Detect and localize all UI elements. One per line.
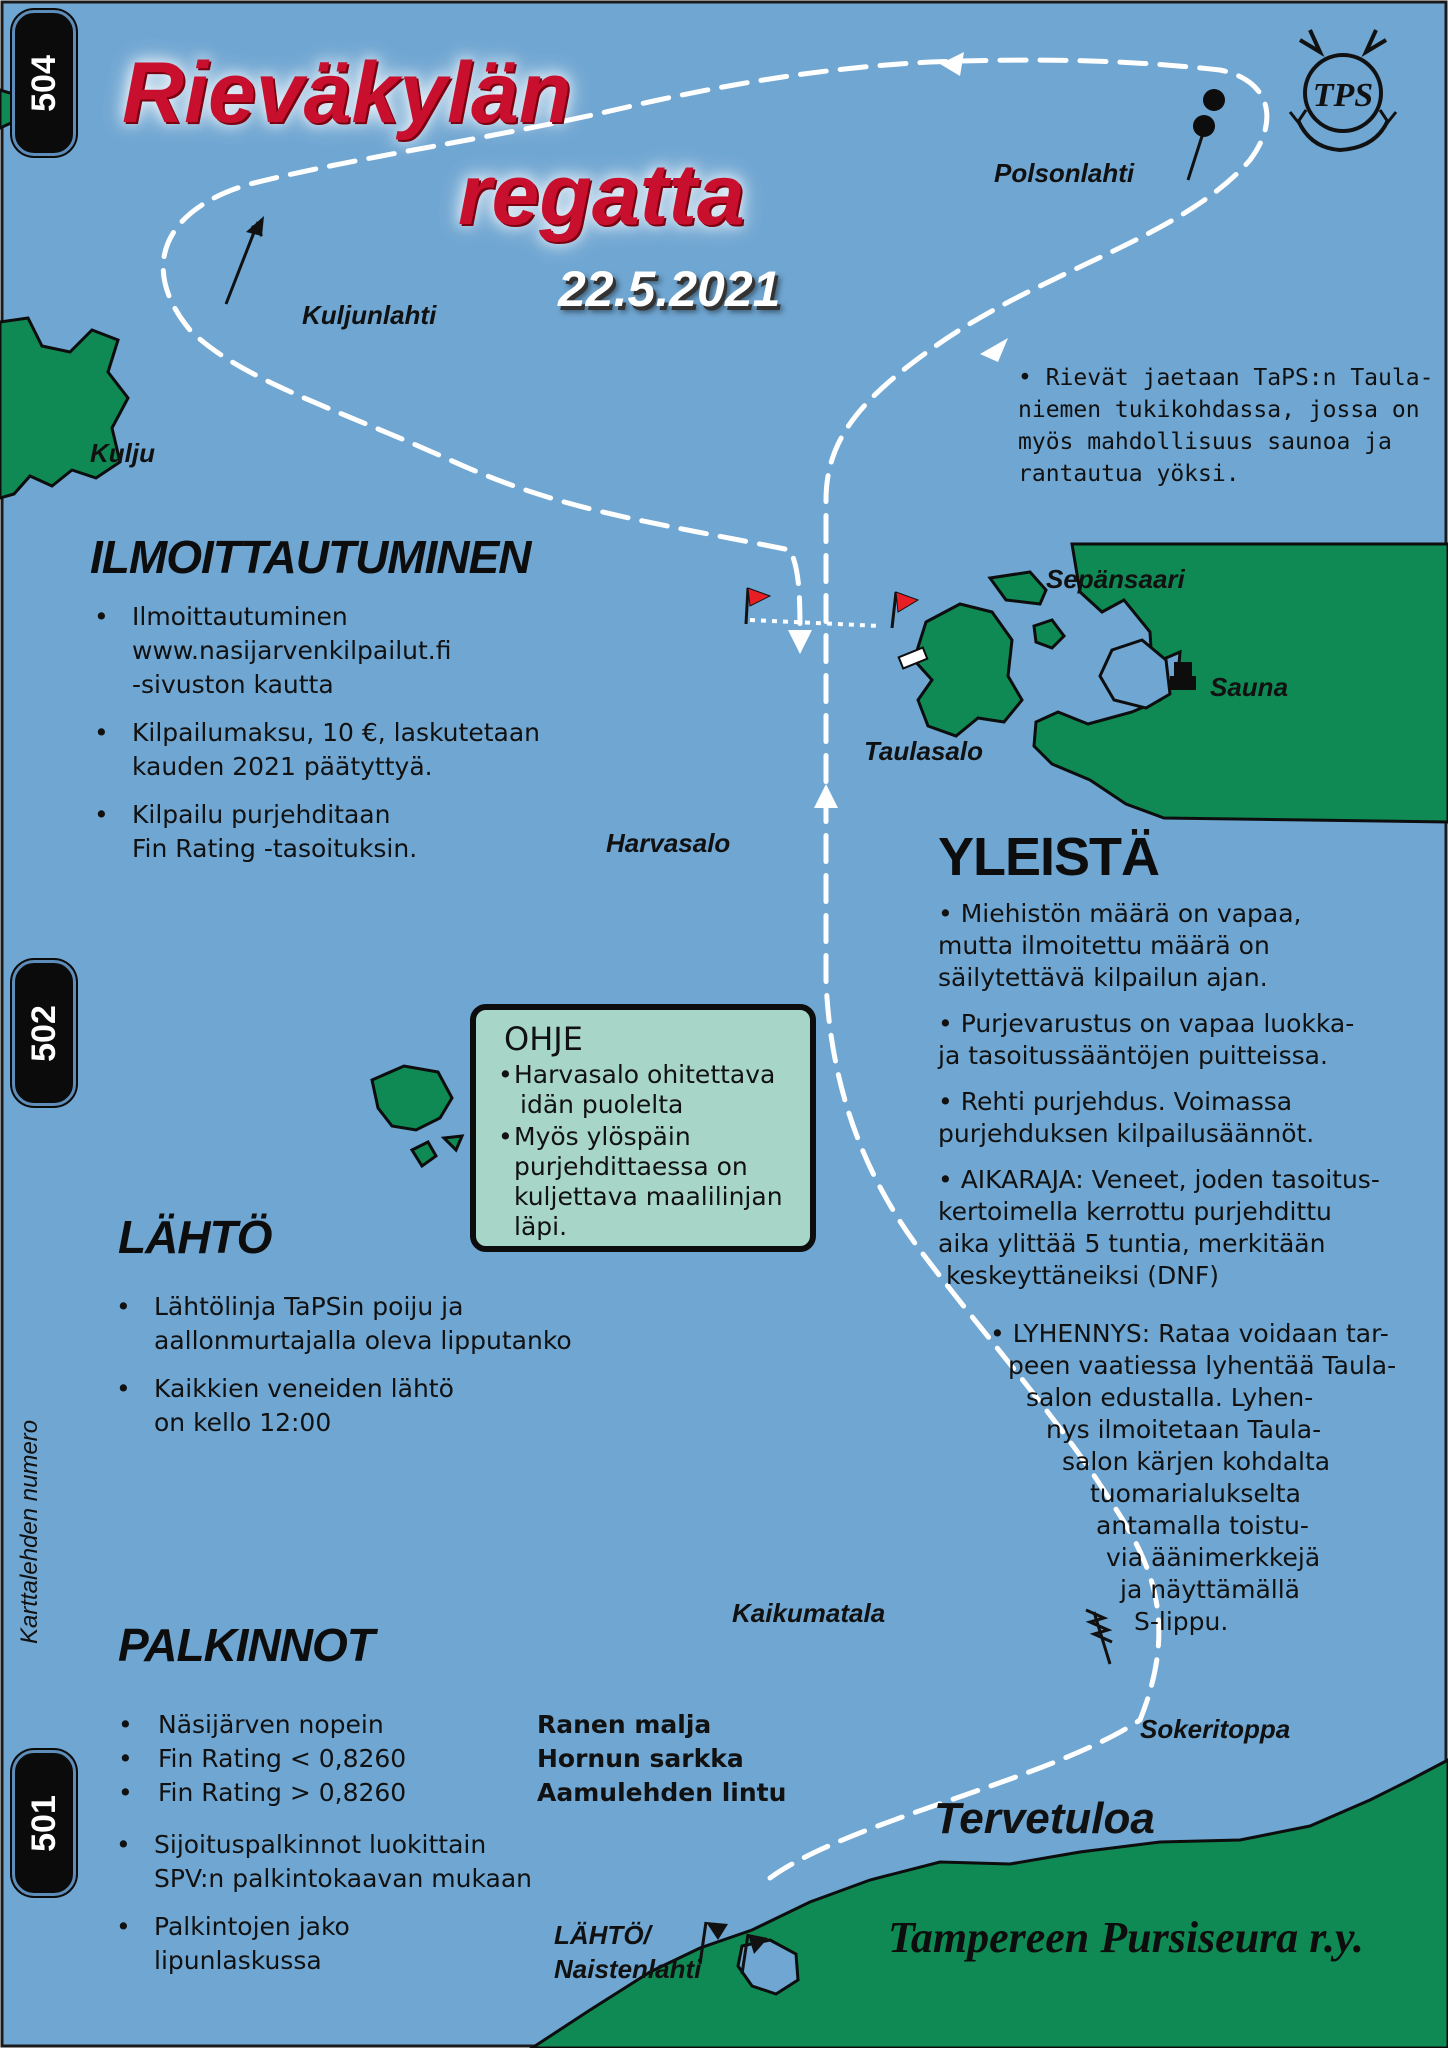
list-item: • Kilpailumaksu, 10 €, laskutetaan kauden 2021 päätyttyä. <box>90 716 650 784</box>
heading-lahto: LÄHTÖ <box>118 1211 272 1263</box>
place-kuljunlahti: Kuljunlahti <box>302 300 437 330</box>
tps-logo-text: TPS <box>1312 77 1374 114</box>
list-item: • Myös ylöspäin purjehdittaessa on kuljettava maalilinjan läpi. <box>498 1122 796 1242</box>
place-naistenlahti: Naistenlahti <box>554 1954 702 1984</box>
list-item: • Kilpailu purjehditaan Fin Rating -tasoituksin. <box>90 798 650 866</box>
list-item: • Miehistön määrä on vapaa, mutta ilmoitettu määrä on säilytettävä kilpailun ajan. <box>938 899 1302 992</box>
place-tervetuloa: Tervetuloa <box>934 1794 1155 1843</box>
club-name: Tampereen Pursiseura r.y. <box>888 1913 1364 1962</box>
prize-row: • Fin Rating > 0,8260 Aamulehden lintu <box>112 1778 832 1812</box>
list-item: • Ilmoittautuminen www.nasijarvenkilpailut.fi -sivuston kautta <box>90 600 650 702</box>
list-item: • AIKARAJA: Veneet, joden tasoitus- kertoimella kerrottu purjehdittu aika ylittää 5 tuntia, merkitään keskeyttäneiksi (DNF) <box>938 1165 1380 1290</box>
list-item: • Sijoituspalkinnot luokittain SPV:n palkintokaavan mukaan <box>112 1828 672 1896</box>
chart-sheet-502: 502 <box>12 960 76 1106</box>
list-item: • Rehti purjehdus. Voimassa purjehduksen kilpailusäännöt. <box>938 1087 1315 1148</box>
chart-sheet-501: 501 <box>12 1750 76 1896</box>
list-item: • Lähtölinja TaPSin poiju ja aallonmurtajalla oleva lipputanko <box>112 1290 672 1358</box>
prize-row: • Näsijärven nopein Ranen malja <box>112 1710 832 1744</box>
yleista-list <box>938 898 1418 1306</box>
ohje-box <box>470 1004 816 1252</box>
list-item: • Kaikkien veneiden lähtö on kello 12:00 <box>112 1372 672 1440</box>
title-line2: regatta <box>458 147 745 243</box>
list-ilmoittautuminen <box>90 600 650 880</box>
list-lahto <box>112 1290 672 1454</box>
title-line1: Rieväkylän <box>122 45 572 141</box>
place-polsonlahti: Polsonlahti <box>994 158 1135 188</box>
chart-sheet-axis-label: Karttalehden numero <box>16 1419 43 1644</box>
prize-row: • Fin Rating < 0,8260 Hornun sarkka <box>112 1744 832 1778</box>
info-note: • Rievät jaetaan TaPS:n Taula- niemen tukikohdassa, jossa on myös mahdollisuus saunoa ja rantautua yöksi. <box>1018 365 1434 487</box>
place-kaikumatala: Kaikumatala <box>732 1598 886 1628</box>
list-palkinnot <box>112 1828 672 1992</box>
place-kulju: Kulju <box>90 438 155 468</box>
place-harvasalo: Harvasalo <box>606 828 731 858</box>
heading-ilmoittautuminen: ILMOITTAUTUMINEN <box>90 531 531 583</box>
heading-yleista: YLEISTÄ <box>938 827 1160 887</box>
chart-sheet-504: 504 <box>12 10 76 156</box>
place-taulasalo: Taulasalo <box>864 736 983 766</box>
ohje-list <box>498 1060 796 1242</box>
place-sauna: Sauna <box>1210 672 1289 702</box>
ohje-heading: OHJE <box>504 1020 583 1058</box>
list-item: • Harvasalo ohitettava idän puolelta <box>498 1060 796 1120</box>
list-item: • Purjevarustus on vapaa luokka- ja tasoitussääntöjen puitteissa. <box>938 1009 1355 1070</box>
heading-palkinnot: PALKINNOT <box>118 1619 374 1671</box>
place-sepansaari: Sepänsaari <box>1046 564 1185 594</box>
place-lahto: LÄHTÖ/ <box>554 1920 651 1950</box>
place-sokeritoppa: Sokeritoppa <box>1140 1714 1291 1744</box>
yleista-lyhennys: • LYHENNYS: Rataa voidaan tar- peen vaatiessa lyhentää Taula- salon edustalla. Lyhen- nys ilmoitetaan Taula- salon kärjen kohdalta tuomarialukselta antamalla toistu- via äänimerkkejä ja näyttämällä S-lippu. <box>990 1319 1397 1636</box>
event-date: 22.5.2021 <box>558 261 781 317</box>
list-item: • Palkintojen jako lipunlaskussa <box>112 1910 672 1978</box>
prize-table <box>112 1710 832 1812</box>
